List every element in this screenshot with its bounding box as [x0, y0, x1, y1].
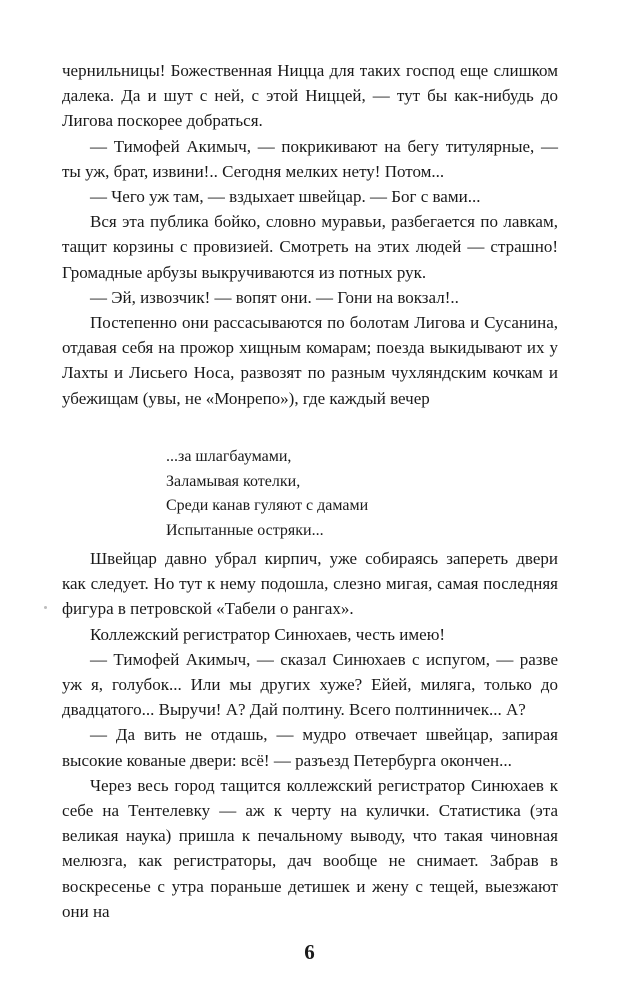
verse-block	[166, 445, 546, 543]
paragraph-dialogue-titular: — Тимофей Акимыч, — покрикивают на бегу титулярные, — ты уж, брат, извини!.. Сегодня мелких нету! Потом...	[62, 136, 558, 181]
paragraph-doorman-reply: — Да вить не отдашь, — мудро отвечает швейцар, запирая высокие кованые двери: всё! — разъезд Петербурга окончен...	[62, 725, 558, 770]
verse-line: Заламывая котелки,	[166, 472, 301, 490]
paragraph-registrar-plea: — Тимофей Акимыч, — сказал Синюхаев с испугом, — разве уж я, голубок... Или мы других хуже? Ейей, миляга, только до двадцатого... Выручи! А? Дай полтину. Всего полтинничек... А?	[62, 649, 558, 720]
paragraph-cabman: — Эй, извозчик! — вопят они. — Гони на вокзал!..	[90, 287, 459, 307]
verse-line: Испытанные остряки...	[166, 521, 324, 539]
paragraph-crowd: Вся эта публика бойко, словно муравьи, разбегается по лавкам, тащит корзины с провизией. Смотреть на этих людей — страшно! Громадные арбузы выкручиваются из потных рук.	[62, 212, 558, 282]
page-number: 6	[304, 940, 315, 964]
verse-line: Среди канав гуляют с дамами	[166, 497, 369, 514]
paragraph-continuation: чернильницы! Божественная Ницца для таких господ еще слишком далека. Да и шут с ней, с этой Ниццей, — тут бы как-нибудь до Лигова поскорее добраться.	[62, 61, 558, 131]
text-block-top	[62, 58, 558, 411]
paragraph-dachas: Постепенно они рассасываются по болотам Лигова и Сусанина, отдавая себя на прожор хищным комарам; поезда выкидывают их у Лахты и Лисьего Носа, развозят по разным чухляндским кочкам и убежищам (увы, не «Монрепо»), где каждый вечер	[62, 313, 558, 408]
text-block-bottom	[62, 546, 558, 924]
paragraph-registrar-intro: Коллежский регистратор Синюхаев, честь имею!	[90, 624, 446, 644]
paragraph-tentelevka: Через весь город тащится коллежский регистратор Синюхаев к себе на Тентелевку — аж к черту на кулички. Статистика (эта великая наука) пришла к печальному выводу, что такая чиновная мелюзга, как регистраторы, дач вообще не снимает. Забрав в воскресенье с утра пораньше детишек и жену с тещей, выезжают они на	[62, 775, 558, 921]
paragraph-doorman-closing: Швейцар давно убрал кирпич, уже собираясь запереть двери как следует. Но тут к нему подошла, слезно мигая, самая последняя фигура в петровской «Табели о рангах».	[62, 549, 558, 619]
verse-line: ...за шлагбаумами,	[166, 448, 292, 465]
paragraph-dialogue-doorman: — Чего уж там, — вздыхает швейцар. — Бог с вами...	[90, 187, 481, 207]
print-speck	[44, 606, 47, 609]
